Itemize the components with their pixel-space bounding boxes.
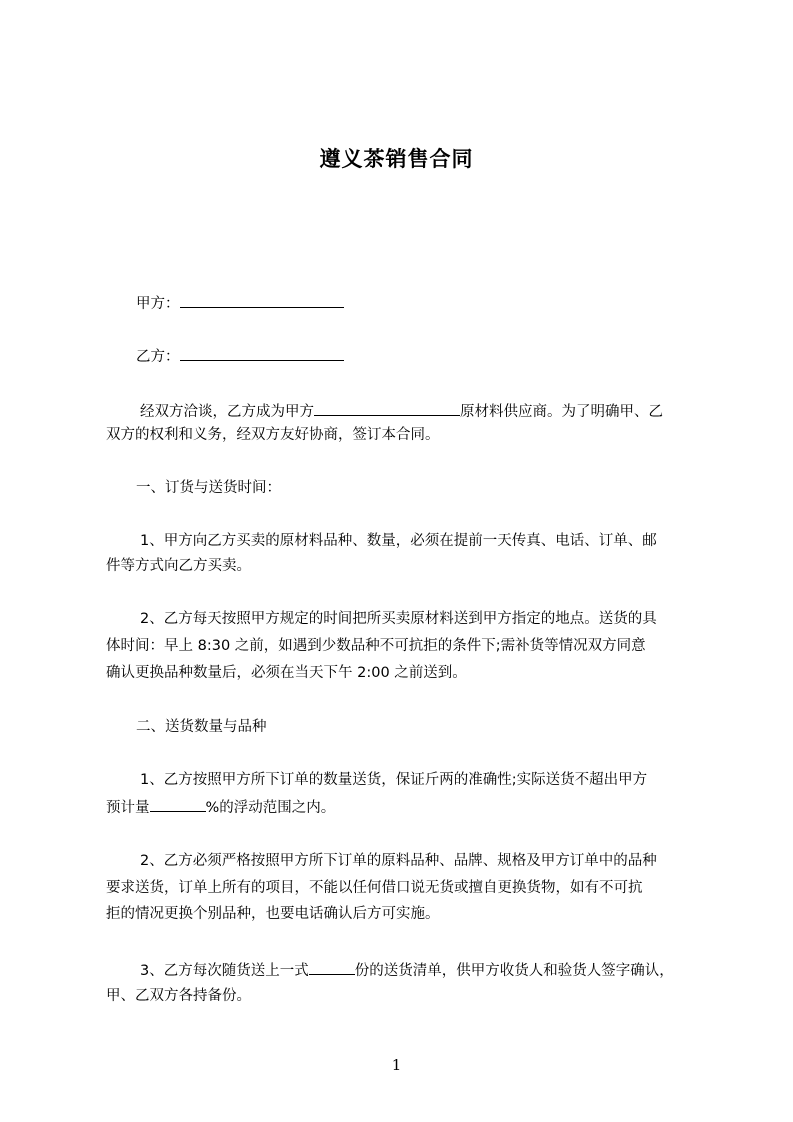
s2-item3-text-a: 3、乙方每次随货送上一式 [140, 963, 309, 979]
intro-line-1 [140, 400, 663, 422]
party-a-blank[interactable] [180, 292, 344, 308]
material-blank[interactable] [314, 400, 460, 416]
s1-item2-line3: 确认更换品种数量后，必须在当天下午 2:00 之前送到。 [106, 665, 467, 681]
section-1-heading: 一、订货与送货时间： [136, 480, 281, 496]
party-b-label: 乙方： [136, 349, 180, 365]
s2-item3-line2: 甲、乙双方各持备份。 [106, 988, 251, 1004]
intro-line-2: 双方的权利和义务，经双方友好协商，签订本合同。 [106, 427, 440, 443]
s2-item1-text-a: 预计量 [106, 800, 150, 816]
intro-text-a: 经双方洽谈，乙方成为甲方 [140, 404, 314, 420]
s2-item2-line3: 拒的情况更换个别品种，也要电话确认后方可实施。 [106, 906, 440, 922]
party-b-line [136, 345, 344, 367]
section-2-heading: 二、送货数量与品种 [136, 719, 267, 735]
s2-item2-line2: 要求送货，订单上所有的项目，不能以任何借口说无货或擅自更换货物，如有不可抗 [106, 880, 643, 896]
s2-item1-line1: 1、乙方按照甲方所下订单的数量送货，保证斤两的准确性;实际送货不超出甲方 [140, 772, 648, 788]
page-number: 1 [391, 1056, 402, 1074]
party-a-label: 甲方： [136, 296, 180, 312]
percent-blank[interactable] [150, 796, 206, 812]
party-b-blank[interactable] [180, 345, 344, 361]
document-title: 遵义茶销售合同 [319, 147, 474, 171]
party-a-line [136, 292, 344, 314]
intro-text-b: 原材料供应商。为了明确甲、乙 [460, 404, 663, 420]
s2-item1-text-b: %的浮动范围之内。 [205, 800, 336, 816]
s2-item2-line1: 2、乙方必须严格按照甲方所下订单的原料品种、品牌、规格及甲方订单中的品种 [140, 853, 657, 869]
copies-blank[interactable] [309, 959, 355, 975]
s2-item1-line2 [106, 796, 335, 818]
s1-item2-line1: 2、乙方每天按照甲方规定的时间把所买卖原材料送到甲方指定的地点。送货的具 [140, 611, 657, 627]
s1-item2-line2: 体时间：早上 8:30 之前，如遇到少数品种不可抗拒的条件下;需补货等情况双方同意 [106, 638, 646, 654]
s1-item1-line2: 件等方式向乙方买卖。 [106, 558, 251, 574]
s1-item1-line1: 1、甲方向乙方买卖的原材料品种、数量，必须在提前一天传真、电话、订单、邮 [140, 533, 657, 549]
s2-item3-text-b: 份的送货清单，供甲方收货人和验货人签字确认， [354, 963, 674, 979]
s2-item3-line1 [140, 959, 674, 981]
